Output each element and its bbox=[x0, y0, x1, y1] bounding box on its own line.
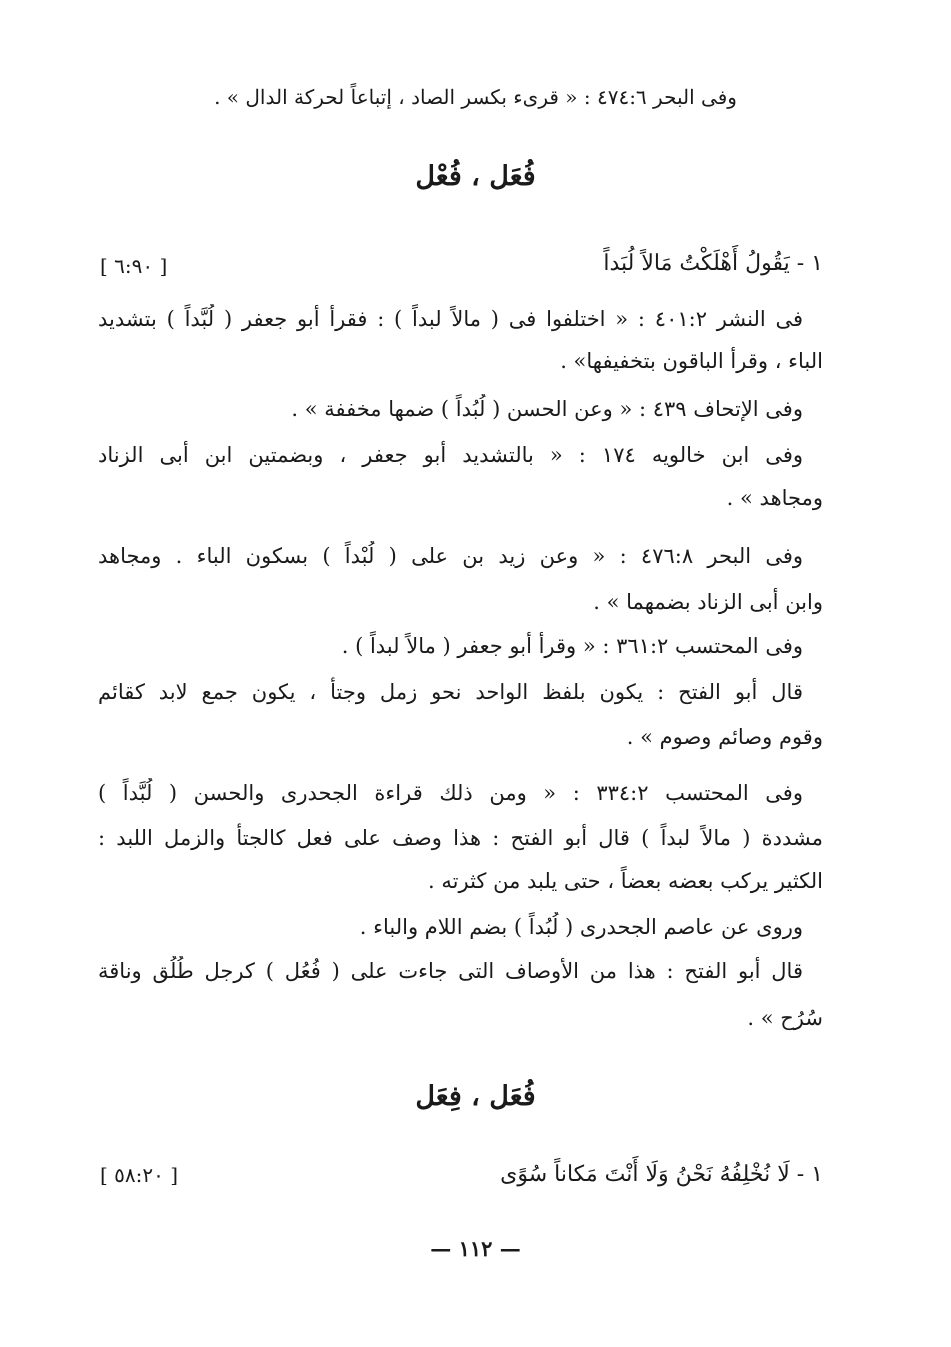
section-heading-2: فُعَل ، فِعَل bbox=[415, 1081, 536, 1112]
text-line: سُرُح » . bbox=[747, 1006, 823, 1030]
verse-ref-1: [ ٦:٩٠ ] bbox=[100, 254, 168, 278]
text-line: وفى الإتحاف ٤٣٩ : « وعن الحسن ( لُبُداً ) ضمها مخففة » . bbox=[291, 397, 803, 421]
text-line: فى النشر ٤٠١:٢ : « اختلفوا فى ( مالاً لبداً ) : فقرأ أبو جعفر ( لُبَّداً ) بتشديد bbox=[98, 307, 803, 331]
text-line: قال أبو الفتح : يكون بلفظ الواحد نحو زمل وجتأ ، يكون جمع لابد كقائم bbox=[98, 680, 803, 704]
top-line: وفى البحر ٤٧٤:٦ : « قرىء بكسر الصاد ، إتباعاً لحركة الدال » . bbox=[214, 85, 737, 109]
text-line: الباء ، وقرأ الباقون بتخفيفها» . bbox=[560, 349, 823, 373]
text-line: قال أبو الفتح : هذا من الأوصاف التى جاءت على ( فُعُل ) كرجل طُلُق وناقة bbox=[98, 959, 803, 983]
section-heading-1: فُعَل ، فُعْل bbox=[415, 161, 536, 192]
text-line: وفى البحر ٤٧٦:٨ : « وعن زيد بن على ( لُبْداً ) بسكون الباء . ومجاهد bbox=[98, 544, 803, 568]
verse-1: ١ - يَقُولُ أَهْلَكْتُ مَالاً لُبَداً bbox=[603, 251, 823, 276]
verse-2: ١ - لَا نُخْلِفُهُ نَحْنُ وَلَا أَنْتَ مَكاناً سُوًى bbox=[500, 1162, 823, 1187]
text-line: وفى ابن خالويه ١٧٤ : « بالتشديد أبو جعفر ، وبضمتين ابن أبى الزناد bbox=[98, 443, 803, 467]
text-line: وفى المحتسب ٣٦١:٢ : « وقرأ أبو جعفر ( مالاً لبداً ) . bbox=[341, 634, 803, 658]
verse-ref-2: [ ٥٨:٢٠ ] bbox=[100, 1163, 179, 1187]
text-line: وابن أبى الزناد بضمهما » . bbox=[593, 590, 823, 614]
text-line: مشددة ( مالاً لبداً ) قال أبو الفتح : هذا وصف على فعل كالجتأ والزمل اللبد : bbox=[98, 826, 823, 850]
text-line: الكثير يركب بعضه بعضاً ، حتى يلبد من كثرته . bbox=[428, 869, 823, 893]
text-line: ومجاهد » . bbox=[726, 486, 823, 510]
text-line: وقوم وصائم وصوم » . bbox=[626, 725, 823, 749]
text-line: وفى المحتسب ٣٣٤:٢ : « ومن ذلك قراءة الجحدرى والحسن ( لُبَّداً ) bbox=[98, 781, 803, 805]
text-line: وروى عن عاصم الجحدرى ( لُبُداً ) بضم اللام والباء . bbox=[359, 915, 803, 939]
page-number: — ١١٢ — bbox=[430, 1236, 521, 1261]
